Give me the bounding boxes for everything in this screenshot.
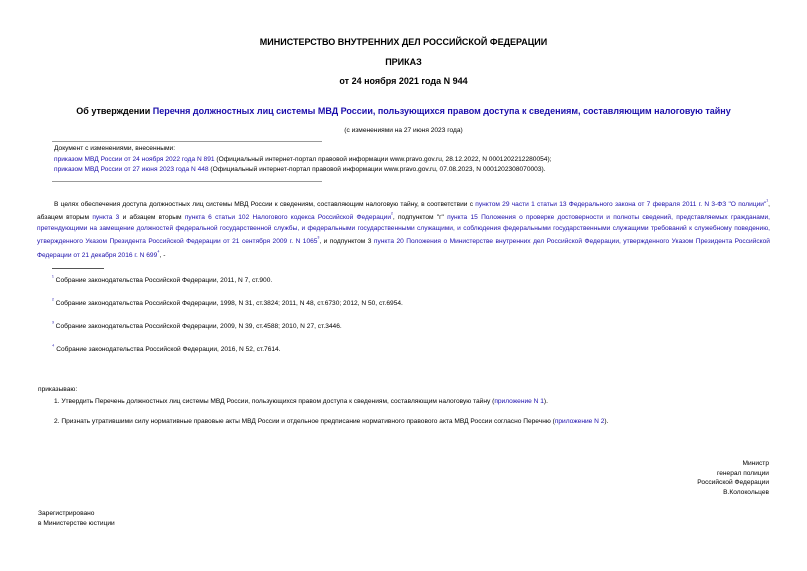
preamble-paragraph: В целях обеспечения доступа должностных лиц системы МВД России к сведениям, составляющим налоговую тайну, в соответствии с пунктом 29 части 1 статьи 13 Федерального закона от 7 февраля 2011 г. N 3-ФЗ "О полиции"$^{^1}$, абзацем вторым пункта 3 и абзацем вторым пункта 6 статьи 102 Налогового кодекса Российской Федерации$^{^2}$, подпунктом "г" пункта 15 Положения о проверке достоверности и полноты сведений, представляемых гражданами, претендующими на замещение должностей федеральной государственной службы, и федеральными государственными служащими, и соблюдения федеральными государственными служащими требований к служебному поведению, утвержденного Указом Президента Российской Федерации от 21 сентября 2009 г. N $1065^{^3}$, и подпунктом 3 пункта 20 Положения о Министерстве внутренних дел Российской Федерации, утвержденного Указом Президента Российской Федерации от 21 декабря 2016 г. N $699^{^4}$, - <box>37 199 771 259</box>
footnote-ref-2[interactable]: ² <box>391 212 393 219</box>
order-verb: приказываю: <box>38 386 78 393</box>
footnotes-rule <box>52 268 104 269</box>
signature-block <box>569 459 769 497</box>
tax-code-art102-link[interactable]: пункта 6 статьи 102 Налогового кодекса Российской Федерации <box>184 214 392 222</box>
signature-country: Российской Федерации <box>697 479 769 486</box>
registration-line-1: Зарегистрировано <box>38 510 95 517</box>
changes-bottom-rule <box>52 181 322 182</box>
police-law-link[interactable]: пунктом 29 части 1 статьи 13 Федерального закона от 7 февраля 2011 г. N 3-ФЗ "О полиции" <box>475 201 767 209</box>
tax-code-p3-link[interactable]: пункта 3 <box>92 214 120 222</box>
footnote-ref-1[interactable]: ¹ <box>766 199 769 205</box>
mvd-regulation-link[interactable]: пункта 20 Положения о Министерстве внутренних дел Российской Федерации, утвержденного Указом Президента Российской Федерации от 21 декабря 2016 г. N 699 <box>37 238 770 259</box>
document-title <box>0 106 807 116</box>
order-item-2: 2. Признать утратившими силу нормативные правовые акты МВД России и отдельное предписание нормативного правового акта МВД России согласно Перечню (приложение N 2). <box>54 418 609 425</box>
changes-item-1-link[interactable]: приказом МВД России от 24 ноября 2022 года N 891 <box>54 156 215 163</box>
changes-item-1: приказом МВД России от 24 ноября 2022 года N 891 (Официальный интернет-портал правовой информации www.pravo.gov.ru, 28.12.2022, N 0001202212280054); <box>54 156 552 163</box>
changes-item-2: приказом МВД России от 27 июня 2023 года N 448 (Официальный интернет-портал правовой информации www.pravo.gov.ru, 07.08.2023, N 0001202308070003). <box>54 166 546 173</box>
changes-item-2-link[interactable]: приказом МВД России от 27 июня 2023 года N 448 <box>54 166 209 173</box>
footnote-ref-3[interactable]: ³ <box>317 236 320 243</box>
appendix-1-link[interactable]: приложение N 1 <box>494 398 544 405</box>
registration-block <box>38 509 115 529</box>
registration-line-2: в Министерстве юстиции <box>38 520 115 527</box>
appendix-2-link[interactable]: приложение N 2 <box>554 418 605 425</box>
signature-title: Министр <box>742 460 769 467</box>
ministry-heading: МИНИСТЕРСТВО ВНУТРЕННИХ ДЕЛ РОССИЙСКОЙ ФЕДЕРАЦИИ <box>259 37 548 47</box>
footnote-1: $^{^1}$ Собрание законодательства Российской Федерации, 2011, N 7, ст.900. <box>52 275 273 285</box>
doc-type-heading: ПРИКАЗ <box>385 57 422 67</box>
footnote-ref-4[interactable]: ⁴ <box>157 249 160 256</box>
date-number-heading: от 24 ноября 2021 года N 944 <box>339 76 468 86</box>
footnote-2: $^{^2}$ Собрание законодательства Российской Федерации, 1998, N 31, ст.3824; 2011, N 48, ст.6730; 2012, N 50, ст.6954. <box>52 298 403 308</box>
changes-intro: Документ с изменениями, внесенными: <box>54 145 176 152</box>
signature-rank: генерал полиции <box>716 469 769 477</box>
footnote-4: $^{^4}$ Собрание законодательства Российской Федерации, 2016, N 52, ст.7614. <box>52 344 281 354</box>
footnote-3: $^{^3}$ Собрание законодательства Российской Федерации, 2009, N 39, ст.4588; 2010, N 27, ст.3446. <box>52 321 342 331</box>
order-item-1: 1. Утвердить Перечень должностных лиц системы МВД России, пользующихся правом доступа к сведениям, составляющим налоговую тайну (приложение N 1). <box>54 398 548 405</box>
edition-note: (с изменениями на 27 июня 2023 года) <box>344 127 463 134</box>
regulation-p15-link[interactable]: пункта 15 Положения о проверке достоверности и полноты сведений, представляемых гражданами, претендующими на замещение должностей федеральной государственной службы, и федеральными государственными служащими, и соблюдения федеральными государственными служащими требований к служебному поведению, утвержденного Указом Президента Российской Федерации от 21 сентября 2009 г. N 1065 <box>37 214 771 246</box>
title-prefix: Об утверждении <box>76 106 153 116</box>
title-link[interactable]: Перечня должностных лиц системы МВД России, пользующихся правом доступа к сведениям, составляющим налоговую тайну <box>152 106 731 116</box>
changes-top-rule <box>52 141 322 142</box>
signature-name: В.Колокольцев <box>723 488 769 496</box>
